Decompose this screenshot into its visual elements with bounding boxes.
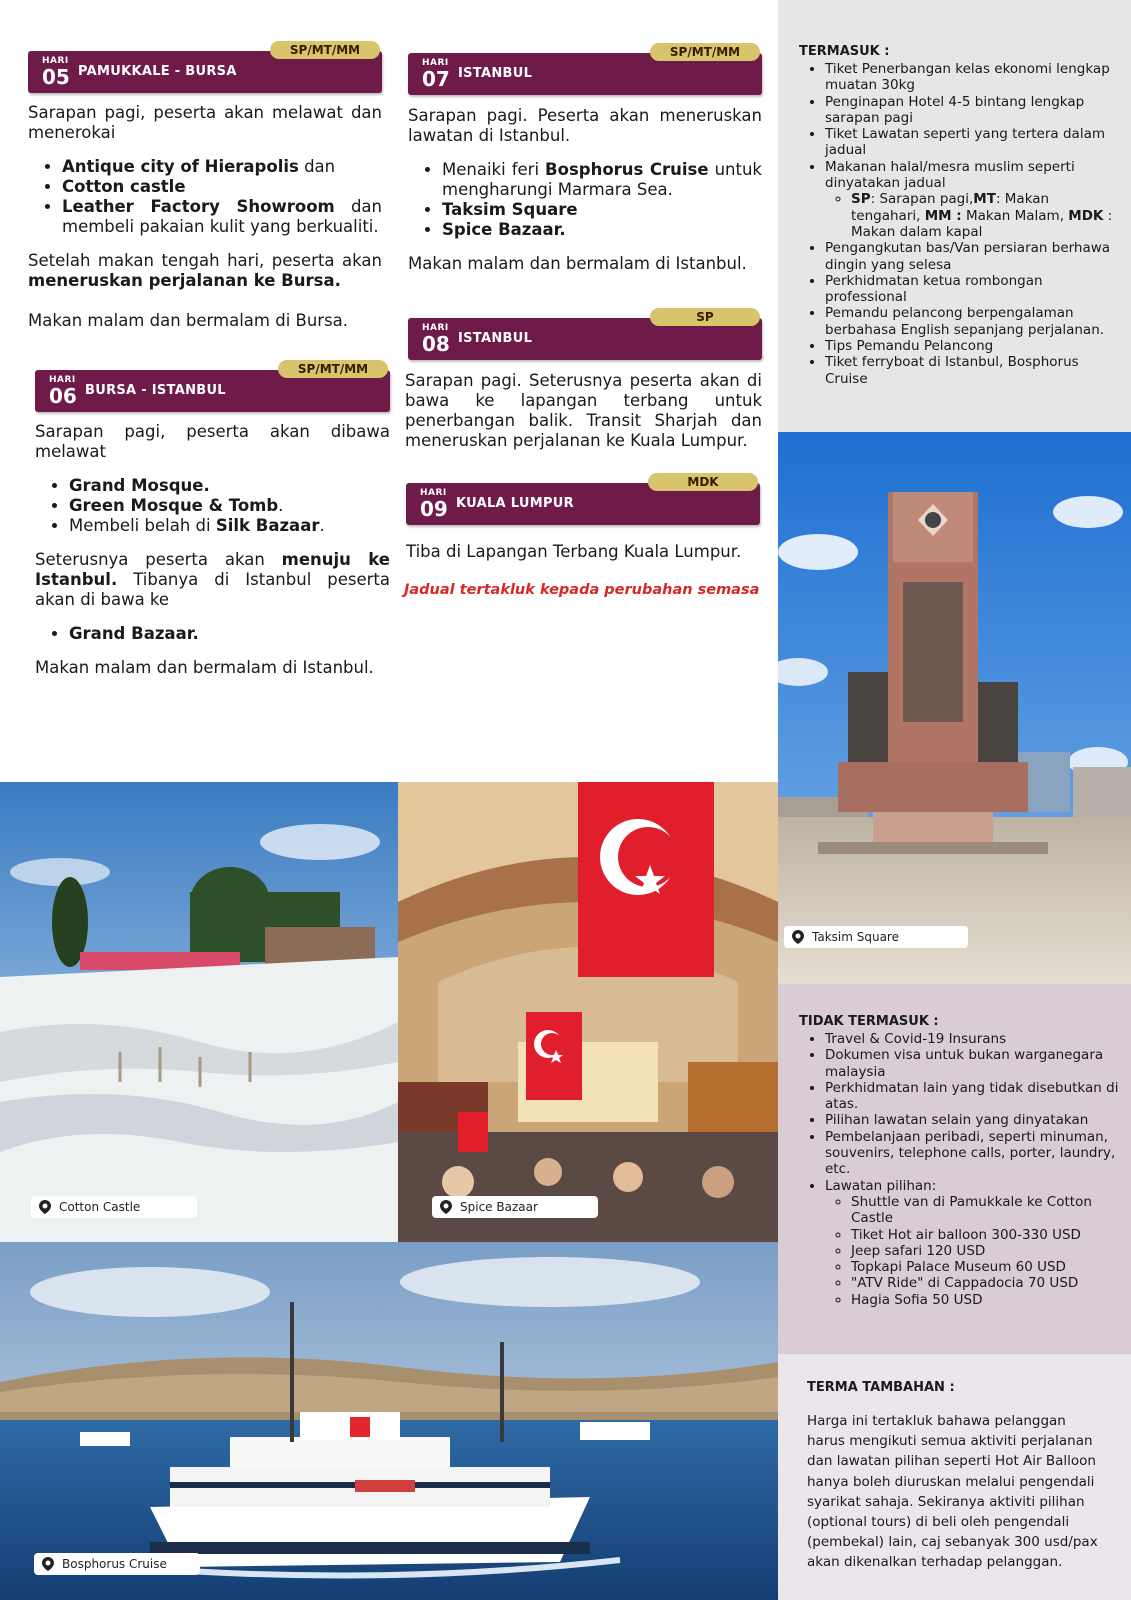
location-name: Taksim Square	[812, 930, 899, 944]
day08-header	[408, 310, 762, 360]
meal-code-note: ◦ SP: Sarapan pagi,MT: Makan tengahari, MM : Makan Malam, MDK : Makan dalam kapal	[851, 191, 1121, 240]
termasuk-panel	[778, 0, 1131, 432]
day-title: ISTANBUL	[458, 331, 533, 346]
list-item: • Dokumen visa untuk bukan warganegara malaysia	[825, 1047, 1121, 1080]
list-item: • Travel & Covid-19 Insurans	[825, 1031, 1121, 1047]
meal-badge: SP	[650, 308, 760, 326]
meal-badge: SP/MT/MM	[278, 360, 388, 378]
day08-body	[405, 371, 762, 451]
list-item: • Cotton castle	[62, 177, 382, 197]
end-text: Makan malam dan bermalam di Istanbul.	[408, 254, 747, 273]
tidak-termasuk-title: TIDAK TERMASUK :	[799, 1014, 939, 1029]
day05-header	[28, 43, 382, 93]
terma-tambahan-panel	[778, 1354, 1131, 1600]
list-item: • Tiket Penerbangan kelas ekonomi lengkap muatan 30kg	[825, 61, 1121, 94]
list-item: • Tips Pemandu Pelancong	[825, 338, 1121, 354]
terma-title: TERMA TAMBAHAN :	[807, 1380, 955, 1395]
list-item: • Leather Factory Showroom dan membeli pakaian kulit yang berkualiti.	[62, 197, 382, 237]
activity-list	[62, 157, 382, 237]
list-item: • Green Mosque & Tomb.	[69, 496, 390, 516]
list-item: • Tiket Lawatan seperti yang tertera dalam jadual	[825, 126, 1121, 159]
location-label	[784, 926, 968, 948]
tidak-termasuk-panel	[778, 984, 1131, 1354]
day-number: 09	[420, 497, 448, 521]
list-item: • Grand Bazaar.	[69, 624, 390, 644]
end-text: Makan malam dan bermalam di Bursa.	[28, 311, 349, 330]
day09-body	[406, 542, 760, 562]
location-name: Bosphorus Cruise	[62, 1557, 167, 1571]
list-item: ◦ Hagia Sofia 50 USD	[851, 1292, 1121, 1308]
disclaimer-text: Jadual tertakluk kepada perubahan semasa	[404, 582, 760, 598]
day-label: HARI	[420, 488, 447, 498]
location-label	[432, 1196, 598, 1218]
location-pin-icon	[42, 1557, 54, 1571]
day-title: KUALA LUMPUR	[456, 496, 574, 511]
location-name: Spice Bazaar	[460, 1200, 538, 1214]
list-item: • Penginapan Hotel 4-5 bintang lengkap sarapan pagi	[825, 94, 1121, 127]
list-item: • Membeli belah di Silk Bazaar.	[69, 516, 390, 536]
list-item: • Makanan halal/mesra muslim seperti dinyatakan jadual ◦ SP: Sarapan pagi,MT: Makan tengahari, MM : Makan Malam, MDK : Makan dalam kapal	[825, 159, 1121, 240]
list-item: • Spice Bazaar.	[442, 220, 762, 240]
intro-text: Sarapan pagi, peserta akan dibawa melawat	[35, 422, 390, 461]
activity-list	[69, 476, 390, 536]
list-item: • Lawatan pilihan: ◦ Shuttle van di Pamukkale ke Cotton Castle ◦ Tiket Hot air balloon 300-330 USD ◦ Jeep safari 120 USD ◦ Topkapi Palace Museum 60 USD ◦ "ATV Ride" di Cappadocia 70 USD ◦ Hagia Sofia 50 USD	[825, 1178, 1121, 1308]
location-pin-icon	[39, 1200, 51, 1214]
day06-block	[35, 362, 390, 678]
spice-bazaar-photo	[398, 782, 778, 1242]
taksim-monument-image	[778, 432, 1131, 984]
day06-header	[35, 362, 390, 412]
list-item: ◦ Shuttle van di Pamukkale ke Cotton Castle	[851, 1194, 1121, 1227]
list-item: • Pengangkutan bas/Van persiaran berhawa dingin yang selesa	[825, 240, 1121, 273]
list-item: ◦ Tiket Hot air balloon 300-330 USD	[851, 1227, 1121, 1243]
day05-block	[28, 43, 382, 331]
list-item: • Taksim Square	[442, 200, 762, 220]
day-number: 06	[49, 384, 77, 408]
tidak-termasuk-list	[825, 1031, 1121, 1308]
activity-list	[442, 160, 762, 240]
termasuk-title: TERMASUK :	[799, 44, 890, 59]
day09-text: Tiba di Lapangan Terbang Kuala Lumpur.	[406, 542, 742, 561]
day-number: 07	[422, 67, 450, 91]
next-text: Seterusnya peserta akan menuju ke Istanbul. Tibanya di Istanbul peserta akan di bawa ke	[35, 550, 390, 609]
bosphorus-cruise-image	[0, 1242, 778, 1600]
location-pin-icon	[440, 1200, 452, 1214]
day08-block	[405, 310, 762, 451]
list-item: ◦ "ATV Ride" di Cappadocia 70 USD	[851, 1275, 1121, 1291]
day05-body	[28, 103, 382, 331]
day08-text: Sarapan pagi. Seterusnya peserta akan di bawa ke lapangan terbang untuk penerbangan balik. Transit Sharjah dan meneruskan perjalanan ke Kuala Lumpur.	[405, 371, 762, 450]
end-text: Makan malam dan bermalam di Istanbul.	[35, 658, 374, 677]
location-name: Cotton Castle	[59, 1200, 141, 1214]
meal-badge: MDK	[648, 473, 758, 491]
taksim-square-photo	[778, 432, 1131, 984]
location-pin-icon	[792, 930, 804, 944]
spice-bazaar-image	[398, 782, 778, 1242]
location-label	[34, 1553, 200, 1575]
day06-body	[35, 422, 390, 678]
intro-text: Sarapan pagi. Peserta akan meneruskan lawatan di Istanbul.	[408, 106, 762, 145]
day-title: BURSA - ISTANBUL	[85, 383, 226, 398]
day09-block	[406, 475, 760, 562]
bosphorus-cruise-photo	[0, 1242, 778, 1600]
list-item: • Pilihan lawatan selain yang dinyatakan	[825, 1112, 1121, 1128]
activity-list	[69, 624, 390, 644]
day07-header	[408, 45, 762, 95]
day-title: PAMUKKALE - BURSA	[78, 64, 237, 79]
list-item: • Menaiki feri Bosphorus Cruise untuk mengharungi Marmara Sea.	[442, 160, 762, 200]
list-item: • Perkhidmatan ketua rombongan professional	[825, 273, 1121, 306]
termasuk-list	[825, 61, 1121, 387]
meal-badge: SP/MT/MM	[650, 43, 760, 61]
list-item: ◦ Topkapi Palace Museum 60 USD	[851, 1259, 1121, 1275]
day-title: ISTANBUL	[458, 66, 533, 81]
meal-badge: SP/MT/MM	[270, 41, 380, 59]
day-number: 05	[42, 65, 70, 89]
day-label: HARI	[422, 58, 449, 68]
intro-text: Sarapan pagi, peserta akan melawat dan menerokai	[28, 103, 382, 142]
cotton-castle-photo	[0, 782, 398, 1242]
list-item: • Pemandu pelancong berpengalaman berbahasa English sepanjang perjalanan.	[825, 305, 1121, 338]
list-item: • Tiket ferryboat di Istanbul, Bosphorus Cruise	[825, 354, 1121, 387]
list-item: • Pembelanjaan peribadi, seperti minuman, souvenirs, telephone calls, porter, laundry, etc.	[825, 1129, 1121, 1178]
day07-body	[408, 106, 762, 274]
cotton-castle-image	[0, 782, 398, 1242]
optional-tours-list	[851, 1194, 1121, 1308]
list-item: • Antique city of Hierapolis dan	[62, 157, 382, 177]
day-label: HARI	[49, 375, 76, 385]
day07-block	[408, 45, 762, 274]
after-text: Setelah makan tengah hari, peserta akan meneruskan perjalanan ke Bursa.	[28, 251, 382, 290]
location-label	[31, 1196, 197, 1218]
day-label: HARI	[422, 323, 449, 333]
day-number: 08	[422, 332, 450, 356]
list-item: • Perkhidmatan lain yang tidak disebutkan di atas.	[825, 1080, 1121, 1113]
day09-header	[406, 475, 760, 525]
list-item: ◦ Jeep safari 120 USD	[851, 1243, 1121, 1259]
terma-text: Harga ini tertakluk bahawa pelanggan harus mengikuti semua aktiviti perjalanan dan lawatan pilihan seperti Hot Air Balloon hanya boleh diuruskan melalui pengendali syarikat sahaja. Sekiranya aktiviti pilihan (optional tours) di beli oleh pengendali (pembekal) lain, caj sebanyak 300 usd/pax akan dikenalkan terhadap pelanggan.	[807, 1413, 1098, 1571]
list-item: • Grand Mosque.	[69, 476, 390, 496]
day-label: HARI	[42, 56, 69, 66]
